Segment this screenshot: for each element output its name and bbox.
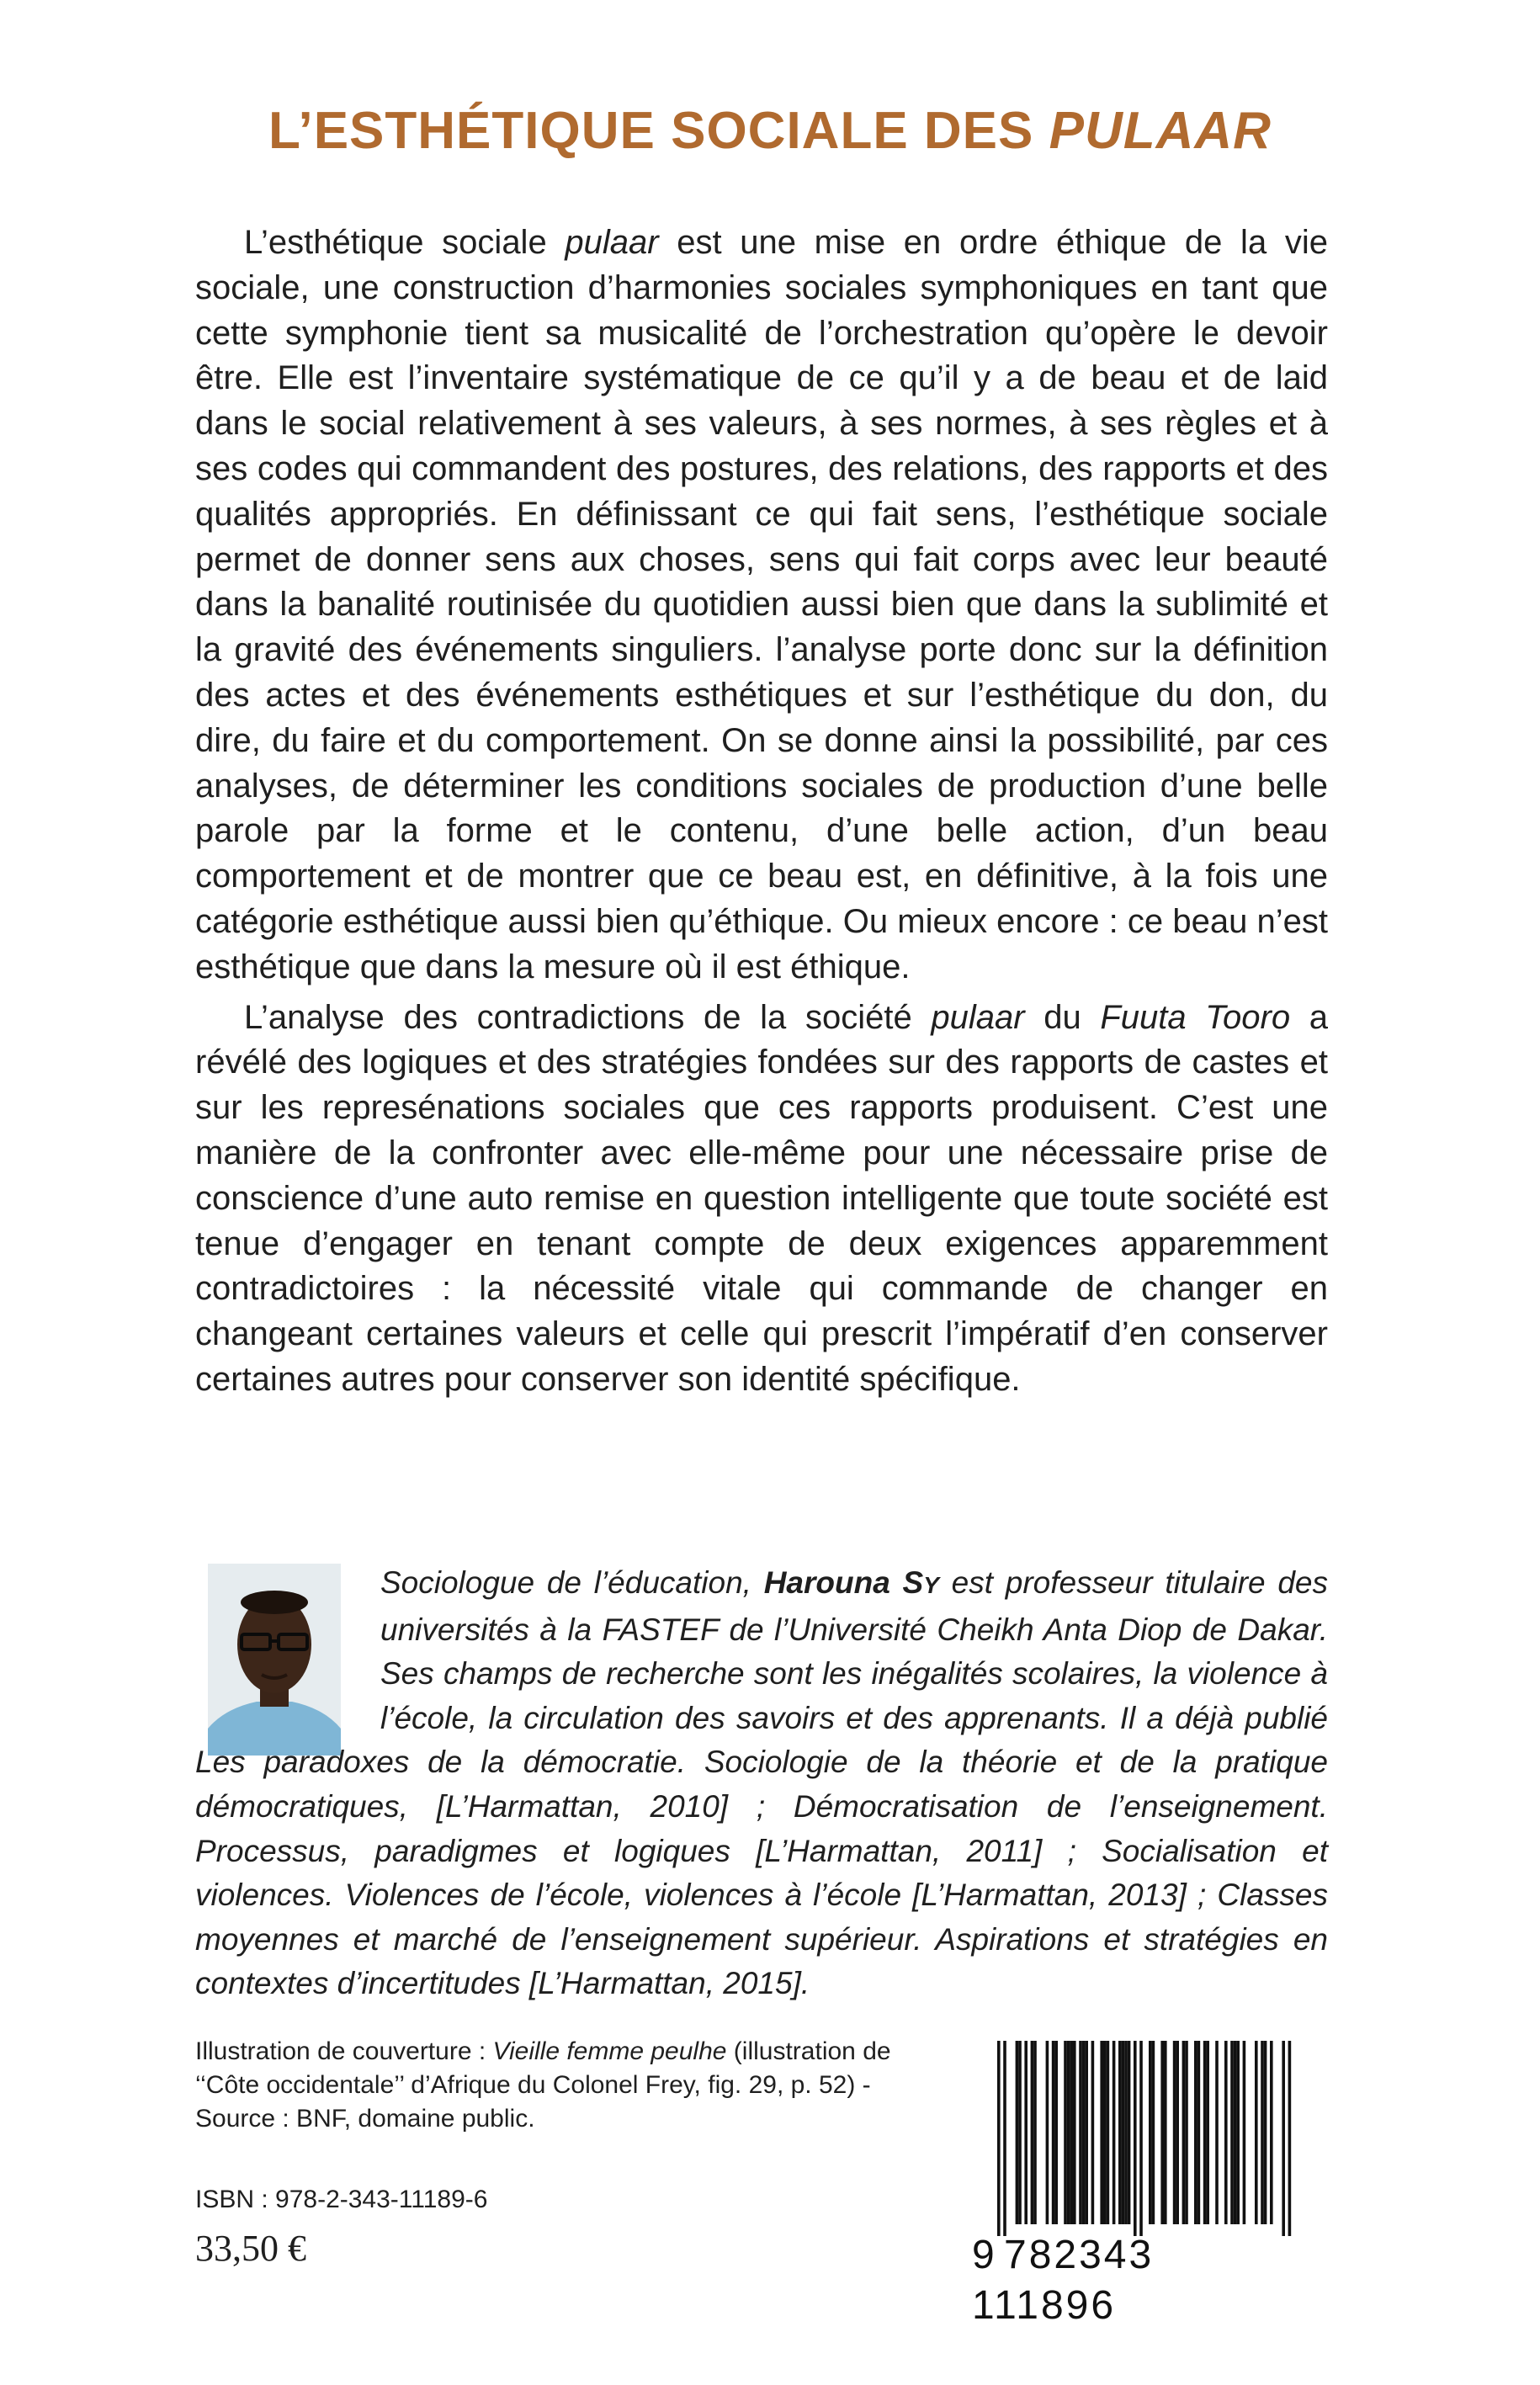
summary-paragraph-2 bbox=[195, 996, 1328, 1403]
barcode-bar bbox=[1182, 2041, 1186, 2224]
bio-text-2: est professeur titulaire des universités à la FASTEF de l’Université Cheikh Anta Diop de Dakar. Ses champs de recherche sont les inégalités scolaires, la violence à l’école, la circulation des savoirs et des apprenants. Il a déjà publié Les paradoxes de la démocratie. Sociologie de la théorie et de la pratique démocratiques, [L’Harmattan, 2010] ; Démocratisation de l’enseignement. Processus, paradigmes et logiques [L’Harmattan, 2011] ; Socialisation et violences. Violences de l’école, violences à l’école [L’Harmattan, 2013] ; Classes moyennes et marché de l’enseignement supérieur. Aspirations et stratégies en contextes d’incertitudes [L’Harmattan, 2015]. bbox=[195, 1565, 1328, 2001]
summary-paragraph-1 bbox=[195, 220, 1328, 991]
barcode-bar bbox=[1128, 2041, 1131, 2224]
barcode-bar bbox=[1270, 2041, 1273, 2224]
barcode-bar bbox=[1067, 2041, 1070, 2224]
barcode-bar bbox=[1118, 2041, 1122, 2224]
barcode-bar bbox=[1243, 2041, 1246, 2224]
author-name-smallcaps: Y bbox=[923, 1572, 939, 1598]
isbn: ISBN : 978-2-343-11189-6 bbox=[195, 2186, 488, 2213]
price: 33,50 € bbox=[195, 2228, 306, 2269]
credits-text-1: Illustration de couverture : bbox=[195, 2037, 493, 2065]
barcode-bar bbox=[1215, 2041, 1219, 2224]
barcode-bar bbox=[1224, 2041, 1228, 2224]
barcode-bar bbox=[1149, 2041, 1152, 2224]
p2-text-3: a révélé des logiques et des stratégies fondées sur des rapports de castes et sur les represénations sociales que ces rapports produisent. C’est une manière de la confronter avec elle-même pour une nécessaire prise de conscience d’une auto remise en question intelligente que toute société est tenue d’engager en tenant compte de deux exigences apparemment contradictoires : la nécessité vitale qui commande de changer en changeant certaines valeurs et celle qui prescrit l’impératif d’en conserver certaines autres pour conserver son identité spécifique. bbox=[195, 998, 1329, 1398]
author-name-main: Harouna S bbox=[763, 1565, 924, 1600]
barcode-bar bbox=[1234, 2041, 1237, 2224]
barcode-bar bbox=[1100, 2041, 1103, 2224]
barcode-first-digit: 9 bbox=[972, 2233, 997, 2277]
p2-italic-1: pulaar bbox=[931, 998, 1025, 1036]
back-cover-summary bbox=[195, 220, 1328, 1403]
barcode-bar bbox=[1113, 2041, 1116, 2224]
barcode-bar bbox=[1091, 2041, 1095, 2224]
illustration-credits bbox=[195, 2035, 919, 2136]
barcode-bar bbox=[1124, 2041, 1128, 2224]
p2-text-1: L’analyse des contradictions de la société bbox=[244, 998, 932, 1036]
barcode-bar bbox=[1064, 2041, 1067, 2224]
p2-italic-2: Fuuta Tooro bbox=[1100, 998, 1291, 1036]
barcode-bar bbox=[1197, 2041, 1201, 2224]
barcode bbox=[972, 2041, 1309, 2328]
barcode-group-2: 111896 bbox=[972, 2283, 1117, 2328]
p1-text-2: est une mise en ordre éthique de la vie sociale, une construction d’harmonies sociales symphoniques en tant que cette symphonie tient sa musicalité de l’orchestration qu’opère le devoir être. Elle est l’inventaire systématique de ce qu’il y a de beau et de laid dans le social relativement à ses valeurs, à ses normes, à ses règles et à ses codes qui commandent des postures, des relations, des rapports et des qualités appropriés. En définissant ce qui fait sens, l’esthétique sociale permet de donner sens aux choses, sens qui fait corps avec leur beauté dans la banalité routinisée du quotidien aussi bien que dans la sublimité et la gravité des événements singuliers. l’analyse porte donc sur la définition des actes et des événements esthétiques et sur l’esthétique du don, du dire, du faire et du comportement. On se donne ainsi la possibilité, par ces analyses, de déterminer les conditions sociales de production d’une belle parole par la forme et le contenu, d’une belle action, d’un beau comportement et de montrer que ce beau est, en définitive, à la fois une catégorie esthétique aussi bien qu’éthique. Ou mieux encore : ce beau n’est esthétique que dans la mesure où il est éthique. bbox=[195, 224, 1328, 985]
barcode-bar bbox=[1031, 2041, 1034, 2224]
barcode-bar bbox=[1016, 2041, 1019, 2224]
title-italic: PULAAR bbox=[1049, 102, 1272, 160]
barcode-bar bbox=[1134, 2041, 1137, 2236]
barcode-bar bbox=[1018, 2041, 1022, 2224]
barcode-bar bbox=[1082, 2041, 1086, 2224]
barcode-bar bbox=[1236, 2041, 1240, 2224]
barcode-bar bbox=[1024, 2041, 1028, 2224]
barcode-bar bbox=[1054, 2041, 1058, 2224]
barcode-bar bbox=[1073, 2041, 1076, 2224]
p2-text-2: du bbox=[1024, 998, 1101, 1036]
barcode-bar bbox=[1164, 2041, 1167, 2224]
barcode-digits bbox=[972, 2230, 1309, 2331]
barcode-bar bbox=[1206, 2041, 1209, 2224]
barcode-bar bbox=[1052, 2041, 1055, 2224]
barcode-bar bbox=[1046, 2041, 1049, 2224]
barcode-bar bbox=[997, 2041, 1001, 2236]
author-bio bbox=[195, 1561, 1328, 2006]
barcode-bar bbox=[1261, 2041, 1264, 2224]
barcode-bar bbox=[1003, 2041, 1006, 2236]
barcode-bar bbox=[1085, 2041, 1088, 2224]
barcode-bar bbox=[1160, 2041, 1164, 2224]
title-main: L’ESTHÉTIQUE SOCIALE DES bbox=[268, 102, 1034, 160]
barcode-bar bbox=[1255, 2041, 1258, 2224]
credits-text-2: (illustration de ‘‘Côte occidentale’’ d’Afrique du Colonel Frey, fig. 29, p. 52) - Source : BNF, domaine public. bbox=[195, 2037, 891, 2133]
barcode-bar bbox=[1203, 2041, 1207, 2224]
barcode-bar bbox=[1079, 2041, 1082, 2224]
barcode-bar bbox=[1173, 2041, 1176, 2224]
barcode-bar bbox=[1107, 2041, 1110, 2224]
barcode-bar bbox=[1152, 2041, 1155, 2224]
barcode-group-1: 782343 bbox=[1004, 2233, 1155, 2277]
barcode-bar bbox=[1282, 2041, 1285, 2236]
barcode-bar bbox=[1033, 2041, 1037, 2224]
barcode-bar bbox=[1103, 2041, 1107, 2224]
barcode-bar bbox=[1185, 2041, 1188, 2224]
book-title bbox=[0, 101, 1540, 161]
barcode-bar bbox=[1264, 2041, 1267, 2224]
barcode-bars bbox=[987, 2041, 1300, 2236]
credits-italic: Vieille femme peulhe bbox=[492, 2037, 727, 2065]
barcode-bar bbox=[1139, 2041, 1143, 2236]
barcode-bar bbox=[1288, 2041, 1292, 2236]
author-name bbox=[764, 1565, 939, 1600]
barcode-bar bbox=[1194, 2041, 1197, 2224]
barcode-bar bbox=[1176, 2041, 1179, 2224]
p1-text-1: L’esthétique sociale bbox=[244, 224, 566, 261]
barcode-bar bbox=[1070, 2041, 1073, 2224]
p1-italic-1: pulaar bbox=[565, 224, 659, 261]
barcode-bar bbox=[1122, 2041, 1125, 2224]
bio-text-1: Sociologue de l’éducation, bbox=[380, 1565, 764, 1600]
barcode-bar bbox=[1230, 2041, 1234, 2224]
